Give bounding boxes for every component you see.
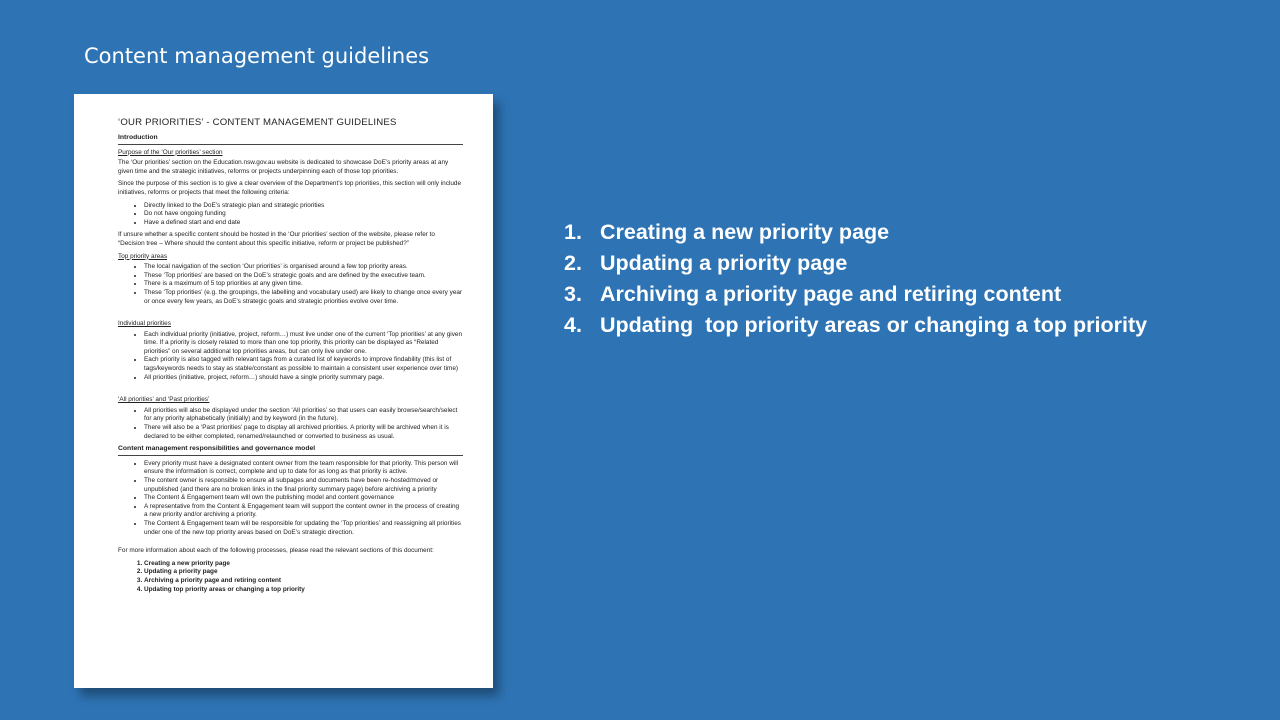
list-item: • All priorities (initiative, project, reform…) should have a single priority summary page. [144,374,463,383]
criteria-list [118,202,463,228]
document-title: ‘OUR PRIORITIES’ - CONTENT MANAGEMENT GUIDELINES [118,117,397,128]
list-item: • Every priority must have a designated content owner from the team responsible for that priority. This person will ensure the information is correct, complete and up to date for as long as that priority is active. [144,460,463,477]
process-number: 2. [564,251,582,275]
section-heading-introduction: Introduction [118,134,463,145]
list-item: • These ‘Top priorities’ are based on the DoE’s strategic goals and are defined by the executive team. [144,272,463,281]
process-label: Archiving a priority page and retiring content [600,282,1062,306]
top-priority-list [118,263,463,306]
list-item: • There will also be a ‘Past priorities’ page to display all archived priorities. A priority will be archived when it is declared to be either completed, renamed/relaunched or converted to business as usual. [144,424,463,441]
list-item: • Have a defined start and end date [144,219,463,228]
process-item [564,217,1147,248]
list-item: • Do not have ongoing funding [144,210,463,219]
subheading-purpose: Purpose of the ‘Our priorities’ section [118,148,223,156]
list-item: 4. Updating top priority areas or changing a top priority [144,586,463,595]
process-item [564,248,1147,279]
all-past-list [118,407,463,441]
list-item: • A representative from the Content & Engagement team will support the content owner in the process of creating a new priority and/or archiving a priority. [144,503,463,520]
process-label: Updating a priority page [600,251,848,275]
list-item: 2. Updating a priority page [144,568,463,577]
section-heading-governance: Content management responsibilities and governance model [118,445,463,456]
paragraph: If unsure whether a specific content should be hosted in the ‘Our priorities’ section of the website, please refer to “Decision tree – Where should the content about this specific initiative, reform or project be published?” [118,231,435,247]
list-item: 1. Creating a new priority page [144,560,463,569]
list-item: • There is a maximum of 5 top priorities at any given time. [144,280,463,289]
list-item: • The Content & Engagement team will own the publishing model and content governance [144,494,463,503]
process-number: 3. [564,282,582,306]
subheading-top-priority-areas: Top priority areas [118,252,168,260]
process-number: 1. [564,220,582,244]
list-item: • The content owner is responsible to ensure all subpages and documents have been re-hosted/moved or unpublished (and there are no broken links in the final priority summary page) before archiving a priority [144,477,463,494]
list-item: • These ‘Top priorities’ (e.g. the groupings, the labelling and vocabulary used) are likely to change once every year or once every few years, as DoE’s strategic goals and strategic priorities evolve over time. [144,289,463,306]
paragraph-footer-intro: For more information about each of the following processes, please read the relevant sections of this document: [118,547,434,555]
list-item: • Directly linked to the DoE’s strategic plan and strategic priorities [144,202,463,211]
paragraph: The ‘Our priorities’ section on the Education.nsw.gov.au website is dedicated to showcase DoE’s priority areas at any given time and the strategic initiatives, reforms or projects underpinning each of those top priorities. [118,159,449,175]
process-list [564,217,1147,341]
paragraph: Since the purpose of this section is to give a clear overview of the Department’s top priorities, this section will only include initiatives, reforms or projects that meet the following criteria: [118,180,462,196]
list-item: • All priorities will also be displayed under the section ‘All priorities’ so that users can easily browse/search/select for any priority alphabetically (initially) and by keyword (in the future). [144,407,463,424]
document-page-image [74,94,493,688]
process-item [564,310,1147,341]
process-item [564,279,1147,310]
process-label: Creating a new priority page [600,220,890,244]
slide-title: Content management guidelines [84,44,430,68]
governance-list [118,460,463,537]
list-item: • Each priority is also tagged with relevant tags from a curated list of keywords to improve findability (this list of tags/keywords needs to stay as stable/constant as possible to maintain a consistent user experience over time) [144,356,463,373]
process-number: 4. [564,313,582,337]
subheading-all-past-priorities: ‘All priorities’ and ‘Past priorities’ [118,396,210,404]
document-process-list [118,560,463,594]
list-item: • The Content & Engagement team will be responsible for updating the ‘Top priorities’ and reassigning all priorities under one of the new top priority areas based on DoE’s strategic direction. [144,520,463,537]
list-item: 3. Archiving a priority page and retiring content [144,577,463,586]
process-label: Updating top priority areas or changing a top priority [600,313,1148,337]
individual-priorities-list [118,331,463,383]
list-item: • The local navigation of the section ‘Our priorities’ is organised around a few top priority areas. [144,263,463,272]
list-item: • Each individual priority (initiative, project, reform…) must live under one of the current ‘Top priorities’ at any given time. If a priority is closely related to more than one top priority, this priority can be displayed as “Related priorities” on several additional top priorities areas, but can only live under one. [144,331,463,357]
subheading-individual-priorities: Individual priorities [118,320,171,328]
